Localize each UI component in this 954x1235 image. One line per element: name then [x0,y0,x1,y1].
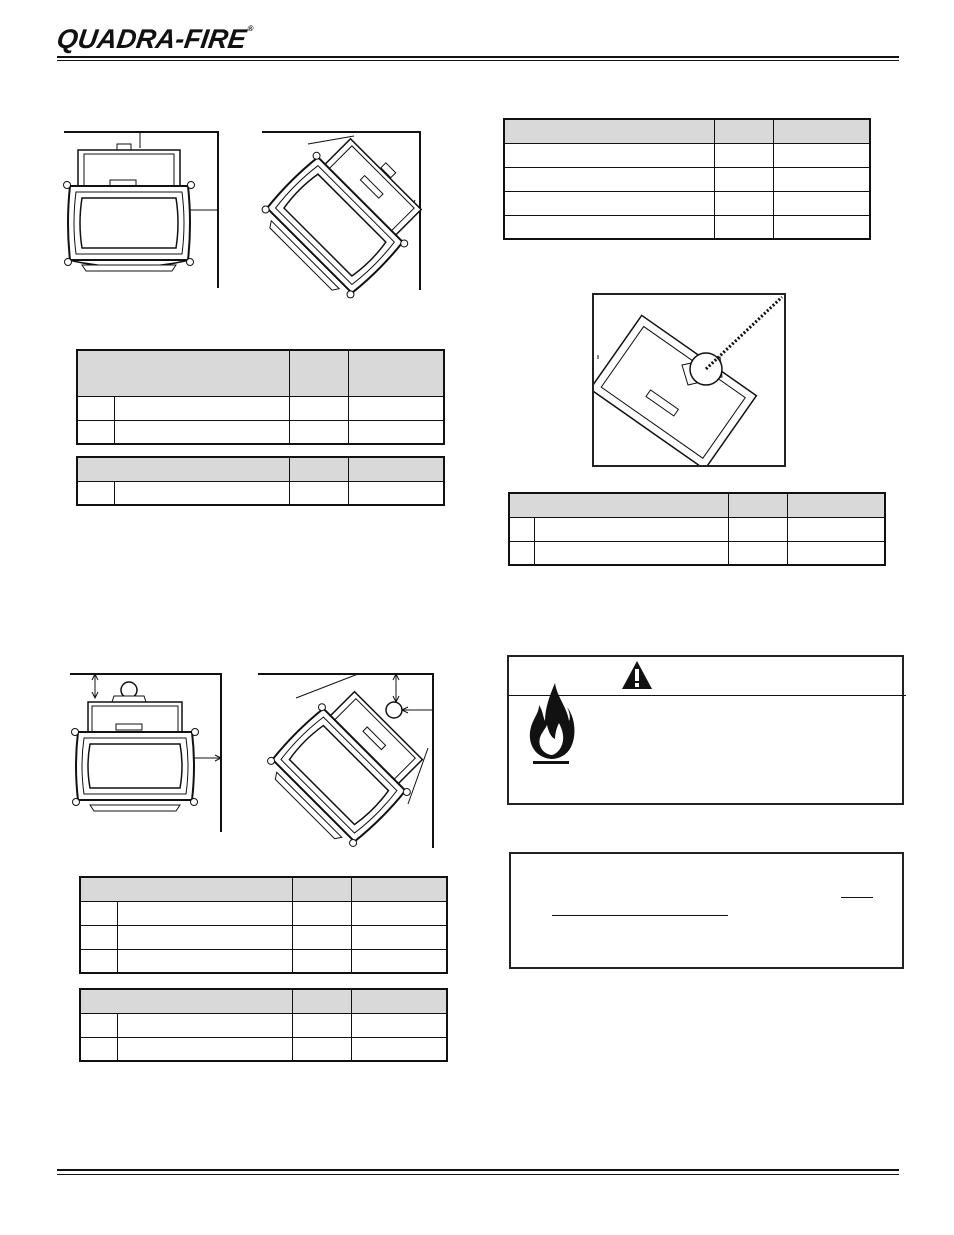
flame-icon [527,677,575,765]
footer-rule-thin [57,1174,899,1175]
clearance-table-d [79,988,448,1062]
clearance-table-e [503,118,871,240]
clearance-table-b [76,456,445,506]
brand-logo [55,24,254,55]
notice-box [509,852,904,969]
warning-box [507,655,904,805]
trademark-mark: ® [246,24,255,33]
clearance-table-f [508,492,886,566]
underline-short [841,897,873,898]
clearance-table-c [79,876,448,974]
underline-long [552,915,728,916]
stove-corner-flue-figure [256,668,436,850]
stove-parallel-figure [60,128,225,290]
warning-triangle-icon [621,660,653,690]
footer-rule [57,1169,899,1171]
clearance-table-a [76,349,445,445]
brand-logo-text: QUADRA-FIRE [54,24,249,54]
flue-detail-figure [592,293,786,467]
header-rule-thin [57,60,899,61]
stove-corner-figure [260,128,425,292]
stove-parallel-flue-figure [68,668,228,834]
header-rule [57,56,899,58]
